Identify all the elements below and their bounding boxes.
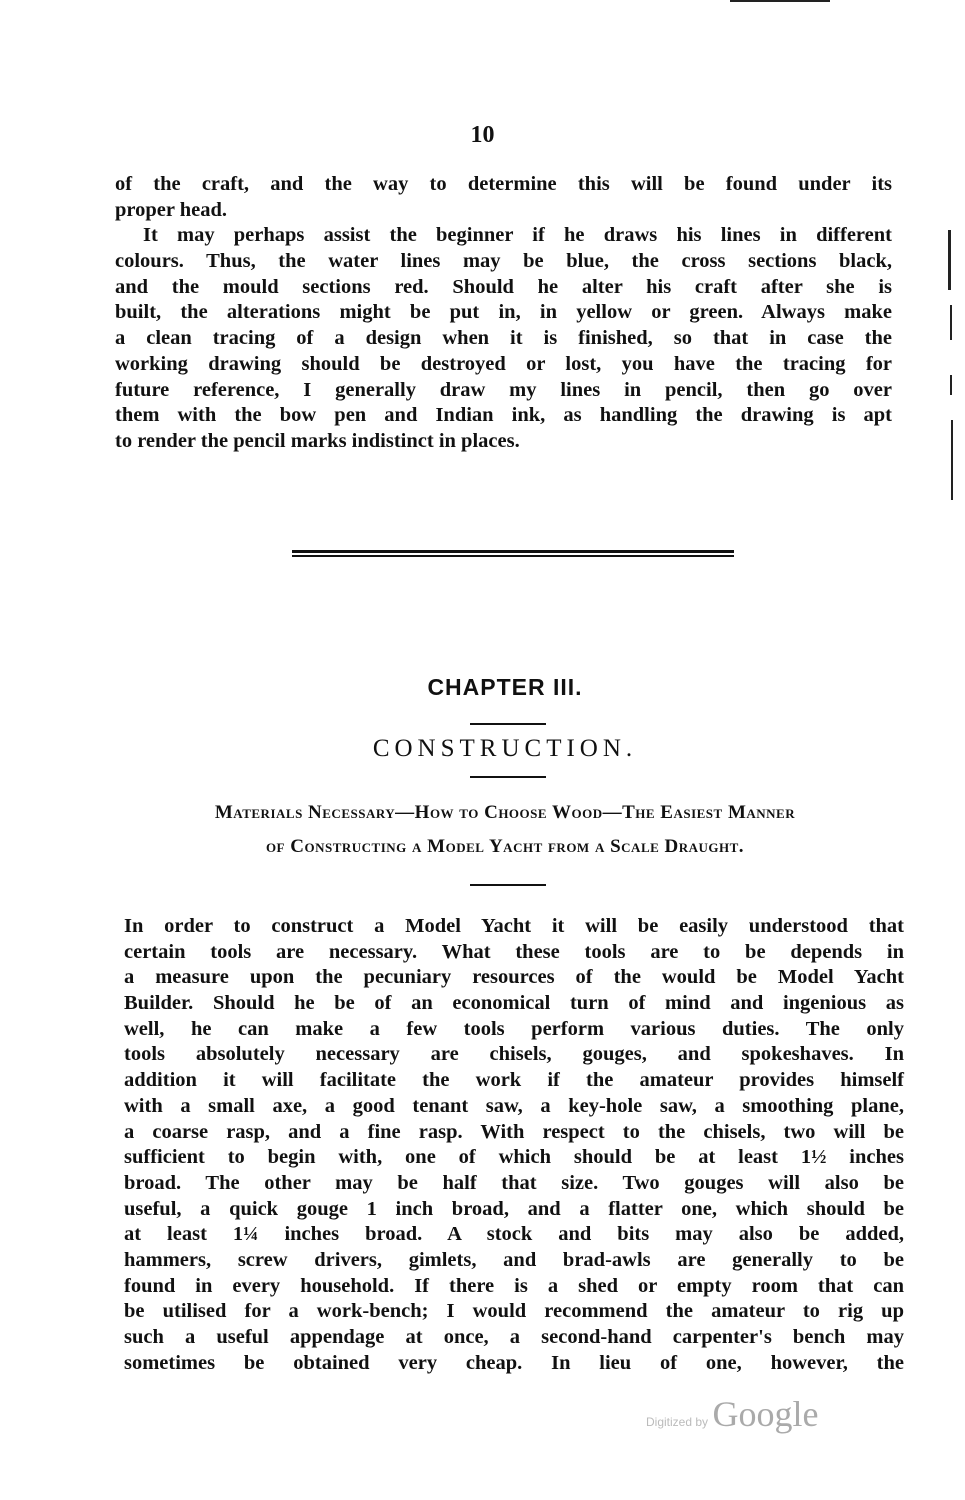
- text-line: addition it will facilitate the work if the amateur provides himself: [124, 1069, 904, 1092]
- chapter-number: CHAPTER III.: [427, 674, 583, 700]
- text-line: colours. Thus, the water lines may be blue, the cross sections black,: [115, 250, 892, 273]
- text-line: such a useful appendage at once, a second-hand carpenter's bench may: [124, 1326, 904, 1348]
- scan-edge-mark: [950, 375, 952, 395]
- divider: [470, 723, 546, 725]
- text-line: broad. The other may be half that size. Two gouges will also be: [124, 1171, 904, 1194]
- chapter-subtitle-line: Materials Necessary—How to Choose Wood—The Easiest Manner: [214, 802, 796, 823]
- chapter-title: CONSTRUCTION.: [372, 735, 638, 762]
- divider: [470, 884, 546, 886]
- text-line: of the craft, and the way to determine this will be found under its: [115, 173, 892, 195]
- scan-edge-mark: [730, 0, 830, 2]
- text-line: to render the pencil marks indistinct in places.: [115, 429, 520, 452]
- section-divider: [292, 555, 734, 557]
- text-line: working drawing should be destroyed or lost, you have the tracing for: [115, 352, 892, 375]
- section-divider: [292, 550, 734, 553]
- text-line: with a small axe, a good tenant saw, a key-hole saw, a smoothing plane,: [124, 1094, 904, 1117]
- text-line: and the mould sections red. Should he alter his craft after she is: [115, 275, 892, 298]
- page-number: 10: [470, 122, 495, 148]
- paragraph-2: [124, 914, 904, 1376]
- google-logo: Google: [712, 1394, 819, 1434]
- text-line: well, he can make a few tools perform various duties. The only: [124, 1017, 904, 1040]
- text-line: future reference, I generally draw my lines in pencil, then go over: [115, 378, 892, 401]
- text-line: In order to construct a Model Yacht it will be easily understood that: [124, 915, 904, 937]
- text-line: Builder. Should he be of an economical turn of mind and ingenious as: [124, 992, 904, 1015]
- chapter-subtitle-line: of Constructing a Model Yacht from a Scale Draught.: [265, 836, 745, 857]
- paragraph-1: [115, 172, 892, 455]
- text-line: be utilised for a work-bench; I would recommend the amateur to rig up: [124, 1300, 904, 1323]
- text-line: built, the alterations might be put in, in yellow or green. Always make: [115, 301, 892, 324]
- scan-edge-mark: [950, 305, 952, 340]
- google-watermark: [646, 1393, 818, 1435]
- text-line: certain tools are necessary. What these tools are to be depends in: [124, 940, 904, 963]
- text-line: useful, a quick gouge 1 inch broad, and a flatter one, which should be: [124, 1197, 904, 1220]
- text-line: sufficient to begin with, one of which should be at least 1½ inches: [124, 1146, 904, 1169]
- scan-edge-mark: [948, 230, 951, 290]
- divider: [470, 776, 546, 778]
- text-line: hammers, screw drivers, gimlets, and brad-awls are generally to be: [124, 1248, 904, 1271]
- text-line: a clean tracing of a design when it is finished, so that in case the: [115, 327, 892, 350]
- text-line: proper head.: [115, 198, 228, 221]
- text-line: at least 1¼ inches broad. A stock and bits may also be added,: [124, 1223, 904, 1246]
- scan-edge-mark: [951, 420, 953, 500]
- text-line: a coarse rasp, and a fine rasp. With respect to the chisels, two will be: [124, 1120, 904, 1143]
- text-line: them with the bow pen and Indian ink, as handling the drawing is apt: [115, 404, 892, 427]
- text-line: a measure upon the pecuniary resources of the would be Model Yacht: [124, 966, 904, 989]
- text-line: found in every household. If there is a shed or empty room that can: [124, 1274, 904, 1297]
- watermark-prefix: Digitized by: [646, 1415, 709, 1429]
- text-line: tools absolutely necessary are chisels, gouges, and spokeshaves. In: [124, 1043, 904, 1066]
- text-line: sometimes be obtained very cheap. In lieu of one, however, the: [124, 1351, 904, 1374]
- text-line: It may perhaps assist the beginner if he draws his lines in different: [143, 224, 892, 247]
